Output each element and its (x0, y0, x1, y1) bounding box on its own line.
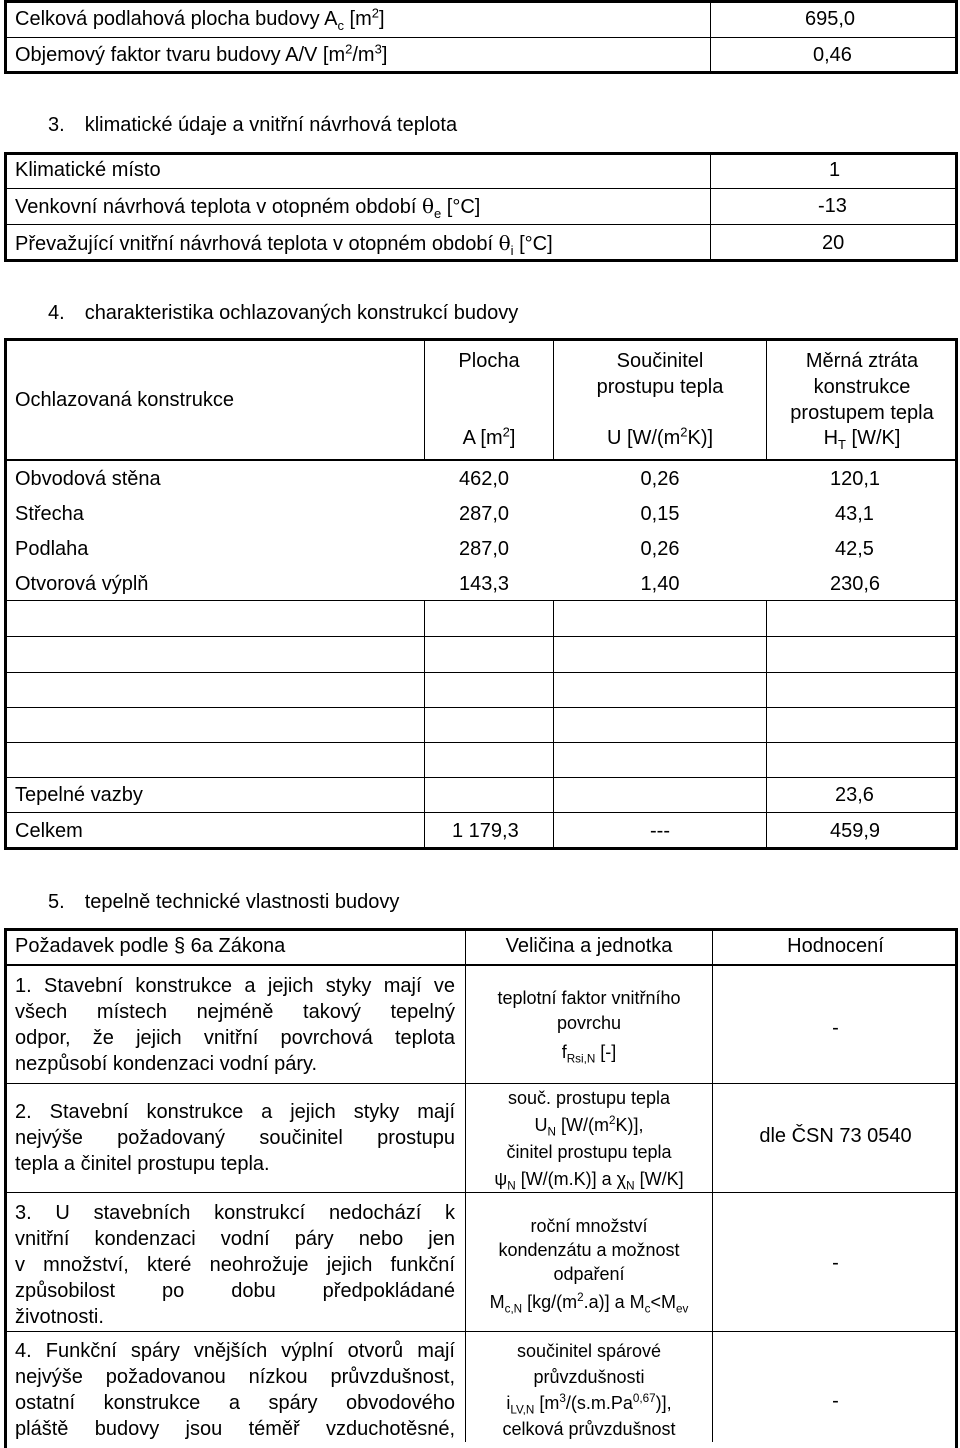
header-construction: Ochlazovaná konstrukce (15, 389, 235, 411)
row-h: 43,1 (835, 503, 874, 525)
requirement-4: 4. Funkční spáry vnějších výplní otvorů mají nejvýše požadovanou nízkou průvzdušnost, ostatní konstrukce a spáry obvodového pláště budovy jsou téměř vzduchotěsné, (15, 1340, 455, 1440)
row-name: Střecha (15, 503, 84, 525)
row-u: 1,40 (640, 573, 680, 595)
quantity-4: součinitel spárové průvzdušnosti $i_{LV,N}$ $[m^3/(s.m.Pa^{0,67})]$, celková průvzdušnost (502, 1341, 676, 1439)
total-h: 459,9 (830, 820, 881, 842)
total-name: Celkem (15, 820, 83, 842)
header-u-unit: U $[W/(m^2K)]$ (606, 424, 714, 449)
row-area: 287,0 (459, 538, 510, 560)
total-area: 1 179,3 (452, 820, 519, 842)
divider (4, 459, 958, 461)
row-u: 0,26 (640, 468, 680, 490)
requirement-3: 3. U stavebních konstrukcí nedochází k vnitřní kondenzaci vodní páry nebo jen v množství, které neohrožuje jejich funkční způsobilost po dobu předpokládané životnosti. (15, 1202, 455, 1328)
divider (4, 600, 958, 601)
header-h-title-2: konstrukce (813, 376, 911, 398)
floor-area-value: 695,0 (805, 8, 856, 30)
row-h: 120,1 (830, 468, 881, 490)
quantity-1: teplotní faktor vnitřního povrchu $f_{Rsi,N}$ [-] (497, 988, 681, 1066)
divider (710, 152, 711, 262)
section3-heading: 3. klimatické údaje a vnitřní návrhová teplota (48, 114, 458, 136)
quantity-3: roční množství kondenzátu a možnost odpaření $M_{c,N}$ $[kg/(m^2.a)]$ a $M_c<M_{ev}$ (489, 1216, 689, 1316)
header-h-title-3: prostupem tepla (790, 402, 934, 424)
outdoor-temp-label: Venkovní návrhová teplota v otopném období $\theta_e$ [°C] (15, 194, 481, 221)
row-u: 0,26 (640, 538, 680, 560)
row-name: Otvorová výplň (15, 573, 149, 595)
row-name: Obvodová stěna (15, 468, 161, 490)
assessment-1: - (832, 1017, 839, 1039)
thermal-bridges-h: 23,6 (835, 784, 874, 806)
row-area: 287,0 (459, 503, 510, 525)
header-u-title-2: prostupu tepla (596, 376, 724, 398)
row-h: 230,6 (830, 573, 881, 595)
header-h-unit: $H_T$ [W/K] (823, 427, 901, 452)
thermal-bridges-name: Tepelné vazby (15, 784, 143, 806)
outdoor-temp-value: -13 (818, 195, 847, 217)
indoor-temp-label: Převažující vnitřní návrhová teplota v otopném období $\theta_i$ [°C] (15, 231, 553, 258)
divider (4, 777, 958, 778)
header-assessment: Hodnocení (787, 935, 884, 957)
divider (4, 964, 958, 966)
climate-place-value: 1 (829, 159, 841, 181)
total-u: --- (650, 820, 670, 842)
header-requirement: Požadavek podle § 6a Zákona (15, 935, 286, 957)
divider (4, 636, 958, 637)
row-area: 462,0 (459, 468, 510, 490)
section5-heading: 5. tepelně technické vlastnosti budovy (48, 891, 400, 913)
divider (4, 188, 958, 189)
divider (4, 1083, 958, 1084)
section4-heading: 4. charakteristika ochlazovaných konstrukcí budovy (48, 302, 519, 324)
row-h: 42,5 (835, 538, 874, 560)
climate-place-label: Klimatické místo (15, 159, 161, 181)
requirement-2: 2. Stavební konstrukce a jejich styky mají nejvýše požadovaný součinitel prostupu tepla a činitel prostupu tepla. (15, 1101, 455, 1175)
assessment-4: - (832, 1390, 839, 1412)
assessment-3: - (832, 1252, 839, 1274)
header-h-title-1: Měrná ztráta (805, 350, 919, 372)
divider (4, 707, 958, 708)
indoor-temp-value: 20 (822, 232, 845, 254)
header-area-unit: A $[m^2]$ (462, 424, 516, 449)
shape-factor-value: 0,46 (813, 44, 852, 66)
row-area: 143,3 (459, 573, 510, 595)
row-u: 0,15 (640, 503, 680, 525)
divider (4, 812, 958, 813)
assessment-2: dle ČSN 73 0540 (759, 1125, 912, 1147)
divider (4, 672, 958, 673)
divider (4, 37, 958, 38)
header-area-title: Plocha (458, 350, 520, 372)
header-quantity: Veličina a jednotka (505, 935, 673, 957)
row-name: Podlaha (15, 538, 89, 560)
divider (4, 224, 958, 225)
shape-factor-label: Objemový faktor tvaru budovy A/V $[m^2/m^3]$ (15, 41, 388, 66)
header-u-title-1: Součinitel (616, 350, 704, 372)
quantity-2: souč. prostupu tepla $U_N$ $[W/(m^2K)]$, činitel prostupu tepla $\psi_N$ [W/(m.K)] a $\chi_N$ [W/K] (494, 1088, 684, 1193)
divider (4, 742, 958, 743)
divider (712, 928, 713, 1442)
requirement-1: 1. Stavební konstrukce a jejich styky mají ve všech místech nejméně takový tepelný odpor, že jejich vnitřní povrchová teplota nezpůsobí kondenzaci vodní páry. (15, 975, 455, 1075)
floor-area-label: Celková podlahová plocha budovy $A_c$ $[m^2]$ (15, 5, 385, 33)
divider (4, 1331, 958, 1332)
